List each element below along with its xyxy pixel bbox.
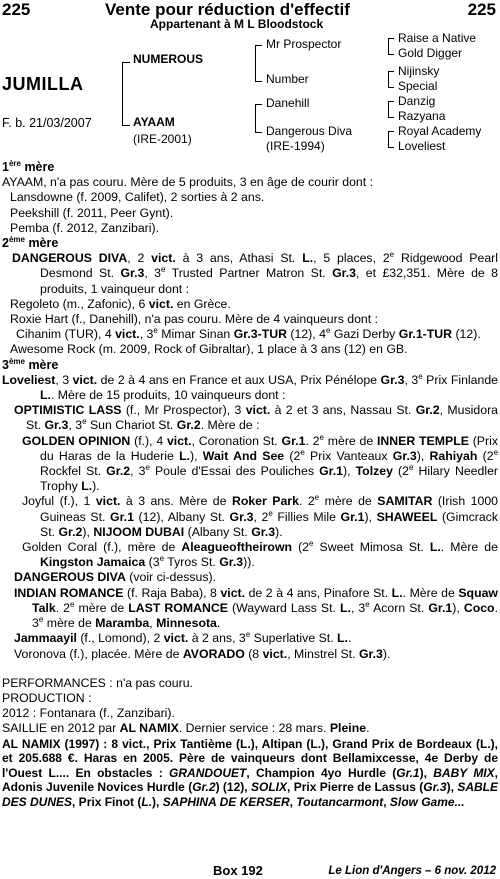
dam-origin: (IRE-2001) <box>133 132 192 146</box>
produce-line: GOLDEN OPINION (f.), 4 vict., Coronation St. Gr.1. 2e mère de INNER TEMPLE (Prix du Haras de la Huderie L.), Wait And See (2e Prix Vanteaux Gr.3), Rahiyah (2e Rockfel St. Gr.2, 3e Poule d'Essai des Pouliches Gr.1), Tolzey (2e Hilary Needler Trophy L.). <box>22 432 499 494</box>
sire-sire: Mr Prospector <box>266 37 342 51</box>
covering: SAILLIE en 2012 par AL NAMIX. Dernier service : 28 mars. Pleine. <box>2 721 370 736</box>
gen3-4: Special <box>398 79 438 93</box>
owner: Appartenant à M L Bloodstock <box>150 17 324 31</box>
horse-name: JUMILLA <box>2 74 84 94</box>
produce-line: OPTIMISTIC LASS (f., Mr Prospector), 3 vict. à 2 et 3 ans, Nassau St. Gr.2, Musidora St. Gr.3, 3e Sun Chariot St. Gr.2. Mère de : <box>14 403 498 433</box>
third-dam-record: Loveliest, 3 vict. de 2 à 4 ans en France et aux USA, Prix Pénélope Gr.3, 3e Prix Finlande L.. Mère de 15 produits, 10 vainqueurs dont : <box>2 371 498 403</box>
produce-line: Roxie Hart (f., Danehill), n'a pas couru. Mère de 4 vainqueurs dont : <box>10 312 379 327</box>
produce-line: Cihanim (TUR), 4 vict., 3e Mimar Sinan Gr.3-TUR (12), 4e Gazi Derby Gr.1-TUR (12). <box>16 326 481 342</box>
produce-line: Peekshill (f. 2011, Peer Gynt). <box>10 205 174 220</box>
production-line: 2012 : Fontanara (f., Zanzibari). <box>2 706 175 721</box>
catalogue-body <box>2 160 498 809</box>
performances: PERFORMANCES : n'a pas couru. <box>2 675 193 690</box>
second-dam-record: DANGEROUS DIVA, 2 vict. à 3 ans, Athasi St. L., 5 places, 2e Ridgewood Pearl Desmond St. Gr.3, 3e Trusted Partner Matron St. Gr.3, et £32,351. Mère de 8 produits, 1 vainqueur dont : <box>12 250 499 296</box>
produce-line: Joyful (f.), 1 vict. à 3 ans. Mère de Roker Park. 2e mère de SAMITAR (Irish 1000 Guineas St. Gr.1 (12), Albany St. Gr.3, 2e Fillies Mile Gr.1), SHAWEEL (Gimcrack St. Gr.2), NIJOOM DUBAI (Albany St. Gr.3). <box>22 493 498 539</box>
dam-record: AYAAM, n'a pas couru. Mère de 5 produits, 3 en âge de courir dont : <box>2 175 374 190</box>
produce-line: Jammaayil (f., Lomond), 2 vict. à 2 ans, 3e Superlative St. L.. <box>14 630 352 646</box>
dam-sire: Danehill <box>266 96 310 110</box>
section-second-dam: 2ème mère <box>2 234 59 251</box>
venue-date: Le Lion d'Angers – 6 nov. 2012 <box>328 865 496 877</box>
produce-line: DANGEROUS DIVA (voir ci-dessus). <box>14 570 217 585</box>
stallion-note: AL NAMIX (1997) : 8 vict., Prix Tantième (L.), Altipan (L.), Grand Prix de Bordeaux (L.), et 205.688 €. Haras en 2005. Père de vainqueurs dont Bellamixcesse, 4e Derby de l'Ouest L.... En obstacles : GRANDOUET, Champion 4yo Hurdle (Gr.1), BABY MIX, Adonis Juvenile Novices Hurdle (Gr.2) (12), SOLIX, Prix Pierre de Lassus (Gr.3), SABLE DES DUNES, Prix Finot (L.), SAPHINA DE KERSER, Toutancarmont, Slow Game... <box>2 736 498 809</box>
produce-line: Voronova (f.), placée. Mère de AVORADO (8 vict., Minstrel St. Gr.3). <box>14 646 391 661</box>
gen3-6: Razyana <box>398 109 446 123</box>
produce-line: Awesome Rock (m. 2009, Rock of Gibraltar), 1 place à 3 ans (12) en GB. <box>10 342 408 357</box>
page-title: Vente pour réduction d'effectif <box>105 0 350 19</box>
gen3-1: Raise a Native <box>398 31 477 45</box>
produce-line: Golden Coral (f.), mère de Aleagueoftheirown (2e Sweet Mimosa St. L.. Mère de Kingston Jamaica (3e Tyros St. Gr.3)). <box>22 538 498 570</box>
produce-line: Lansdowne (f. 2009, Califet), 2 sorties à 2 ans. <box>10 190 265 205</box>
produce-line: Pemba (f. 2012, Zanzibari). <box>10 220 159 235</box>
produce-line: Regoleto (m., Zafonic), 6 vict. en Grèce. <box>10 296 231 311</box>
section-first-dam: 1ère mère <box>2 158 55 174</box>
dam-dam-origin: (IRE-1994) <box>266 139 325 153</box>
sire-dam: Number <box>266 72 309 86</box>
lot-number-right: 225 <box>467 0 496 19</box>
gen3-8: Loveliest <box>398 139 446 153</box>
sire: NUMEROUS <box>133 52 204 66</box>
gen3-7: Royal Academy <box>398 124 482 138</box>
dam-dam: Dangerous Diva <box>266 124 353 138</box>
section-third-dam: 3ème mère <box>2 356 59 372</box>
production-heading: PRODUCTION : <box>2 690 92 705</box>
lot-number: 225 <box>2 0 31 19</box>
dam: AYAAM <box>133 115 175 129</box>
gen3-3: Nijinsky <box>398 64 440 78</box>
produce-line: INDIAN ROMANCE (f. Raja Baba), 8 vict. de 2 à 4 ans, Pinafore St. L.. Mère de Squaw Talk. 2e mère de LAST ROMANCE (Wayward Lass St. L., 3e Acorn St. Gr.1), Coco. 3e mère de Maramba, Minnesota. <box>14 585 498 631</box>
horse-info: F. b. 21/03/2007 <box>2 116 92 130</box>
box-number: Box 192 <box>213 863 263 878</box>
gen3-2: Gold Digger <box>398 46 463 60</box>
gen3-5: Danzig <box>398 94 436 108</box>
